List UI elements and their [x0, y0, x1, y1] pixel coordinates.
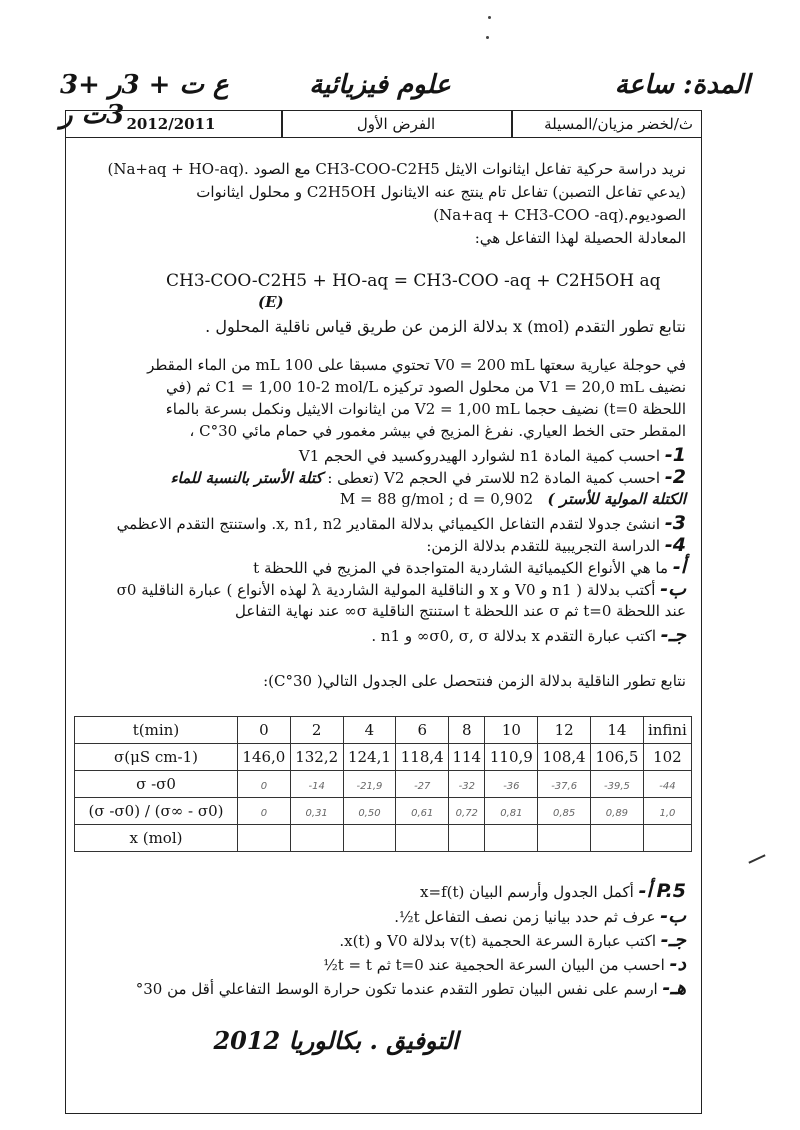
- row-label-ratio: (σ -σ0) / (σ∞ - σ0): [75, 798, 238, 825]
- school-name: ث/لخضر مزيان/المسيلة: [544, 115, 693, 133]
- table-cell: 6: [396, 717, 449, 744]
- table-cell: [396, 825, 449, 852]
- table-cell: 0,85: [538, 798, 591, 825]
- handwritten-footer: التوفيق . بكالوريا 2012: [213, 1026, 459, 1055]
- table-cell: 0,81: [485, 798, 538, 825]
- table-cell: -32: [449, 771, 485, 798]
- table-row-difference: [75, 771, 692, 798]
- table-cell: [449, 825, 485, 852]
- table-cell: -39,5: [591, 771, 644, 798]
- handwritten-levels: 3ع ت + 3ر + 3ت ر: [60, 70, 229, 130]
- question-2: 2- احسب كمية المادة n2 للاستر في الحجم V2 (تعطى : كتلة الأستر بالنسبة للماء: [170, 466, 686, 488]
- table-cell: [591, 825, 644, 852]
- table-cell: 0,61: [396, 798, 449, 825]
- table-cell: [643, 825, 691, 852]
- table-cell: 0,50: [343, 798, 396, 825]
- table-cell: 12: [538, 717, 591, 744]
- table-cell: 4: [343, 717, 396, 744]
- row-label-time: t(min): [75, 717, 238, 744]
- intro-line-1: نريد دراسة حركية تفاعل ايثانوات الايثل CH3-COO-C2H5 مع الصود (Na+aq + HO-aq).: [107, 160, 686, 178]
- table-cell: 108,4: [538, 744, 591, 771]
- question-4b-line-1: ب- أكتب بدلالة ( n1 و V0 و x و الناقلية المولية الشاردية λ لهذه الأنواع ) عبارة الناقلية σ0: [116, 578, 686, 600]
- table-cell: 146,0: [238, 744, 291, 771]
- table-cell: 118,4: [396, 744, 449, 771]
- table-cell: 0,89: [591, 798, 644, 825]
- table-cell: 0,31: [290, 798, 343, 825]
- question-1: 1- احسب كمية المادة n1 لشوارد الهيدروكسيد في الحجم V1: [298, 444, 686, 466]
- table-cell: 0: [238, 771, 291, 798]
- handwritten-subject: علوم فيزيائية: [309, 70, 451, 100]
- follow-statement: نتابع تطور التقدم x (mol) بدلالة الزمن عن طريق قياس ناقلية المحلول .: [205, 317, 686, 336]
- scan-dot: [488, 16, 491, 19]
- table-cell: 124,1: [343, 744, 396, 771]
- table-row-advancement: [75, 825, 692, 852]
- question-4: 4- الدراسة التجريبية للتقدم بدلالة الزمن:: [426, 534, 686, 556]
- table-cell: 10: [485, 717, 538, 744]
- table-cell: [290, 825, 343, 852]
- table-cell: [343, 825, 396, 852]
- table-cell: 1,0: [643, 798, 691, 825]
- table-cell: -36: [485, 771, 538, 798]
- intro-line-3: الصوديوم.(Na+aq + CH3-COO -aq): [433, 206, 686, 224]
- table-row-time: [75, 717, 692, 744]
- intro-line-4: المعادلة الحصيلة لهذا التفاعل هي:: [474, 229, 686, 247]
- question-5c: جـ- اكتب عبارة السرعة الحجمية v(t) بدلالة V0 و x(t).: [339, 929, 686, 951]
- equation-mark: (E): [258, 293, 284, 311]
- table-cell: 0,72: [449, 798, 485, 825]
- exam-title: الفرض الأول: [356, 115, 436, 133]
- table-cell: 114: [449, 744, 485, 771]
- procedure-line-2: نضيف V1 = 20,0 mL من محلول الصود تركيزه C1 = 1,00 10-2 mol/L ثم (في: [166, 378, 686, 396]
- table-cell: 0: [238, 717, 291, 744]
- handwritten-duration: المدة: ساعة: [614, 70, 750, 100]
- question-3: 3- انشئ جدولا لتقدم التفاعل الكيميائي بدلالة المقادير x, n1, n2. واستنتج التقدم الاعظمي: [116, 512, 686, 534]
- table-cell: 14: [591, 717, 644, 744]
- table-intro: نتابع تطور الناقلية بدلالة الزمن فنتحصل على الجدول التالي( 30°C):: [263, 672, 686, 690]
- table-cell: 110,9: [485, 744, 538, 771]
- question-4c: جـ- اكتب عبارة التقدم x بدلالة σ0, σ, σ∞ و n1 .: [371, 624, 686, 646]
- table-cell: [485, 825, 538, 852]
- table-cell: -14: [290, 771, 343, 798]
- scan-dot: [486, 36, 489, 39]
- table-cell: -37,6: [538, 771, 591, 798]
- question-5b: ب- عرف ثم حدد بيانيا زمن نصف التفاعل t½.: [394, 905, 686, 927]
- question-4b-line-2: عند اللحظة t=0 ثم σ عند اللحظة t استنتج الناقلية σ∞ عند نهاية التفاعل: [235, 602, 686, 620]
- table-cell: -27: [396, 771, 449, 798]
- scan-mark: [748, 854, 765, 863]
- table-row-ratio: [75, 798, 692, 825]
- procedure-line-3: اللحظة t=0) نضيف حجما V2 = 1,00 mL من ايثانوات الايثيل ونكمل بسرعة بالماء: [165, 400, 686, 418]
- question-5e: هـ- ارسم على نفس البيان تطور التقدم عندما تكون حرارة الوسط التفاعلي أقل من 30°: [135, 977, 686, 999]
- procedure-line-4: المقطر حتى الخط العياري. نفرغ المزيج في بيشر مغمور في حمام مائي 30°C ،: [189, 422, 686, 440]
- table-cell: 8: [449, 717, 485, 744]
- exam-frame: [65, 110, 702, 1114]
- row-label-difference: σ -σ0: [75, 771, 238, 798]
- question-5d: د- احسب من البيان السرعة الحجمية عند t=0 ثم t = t½: [323, 953, 686, 975]
- table-cell: infini: [643, 717, 691, 744]
- row-label-advancement: x (mol): [75, 825, 238, 852]
- table-cell: 106,5: [591, 744, 644, 771]
- table-row-conductivity: [75, 744, 692, 771]
- table-cell: -21,9: [343, 771, 396, 798]
- question-4a: أ- ما هي الأنواع الكيميائية الشاردية المتواجدة في المزيج في اللحظة t: [253, 556, 686, 578]
- table-cell: [238, 825, 291, 852]
- row-label-conductivity: σ(μS cm-1): [75, 744, 238, 771]
- reaction-equation: CH3-COO-C2H5 + HO-aq = CH3-COO -aq + C2H5OH aq: [166, 271, 661, 291]
- conductivity-table: [74, 716, 692, 852]
- procedure-line-1: في حوجلة عيارية سعتها V0 = 200 mL تحتوي مسبقا على 100 mL من الماء المقطر: [147, 356, 686, 374]
- school-year: 2012/2011: [126, 115, 216, 133]
- table-cell: 102: [643, 744, 691, 771]
- table-cell: 2: [290, 717, 343, 744]
- table-cell: 132,2: [290, 744, 343, 771]
- table-cell: 0: [238, 798, 291, 825]
- question-2-data: الكتلة المولية للأستر ) M = 88 g/mol ; d = 0,902: [339, 490, 686, 508]
- header-row: [66, 111, 701, 138]
- table-cell: -44: [643, 771, 691, 798]
- intro-line-2: (يدعي تفاعل التصبن) تفاعل تام ينتج عنه الايثانول C2H5OH و محلول ايثانوات: [196, 183, 686, 201]
- question-5a: P.5 أ- أكمل الجدول وأرسم البيان x=f(t): [420, 880, 686, 902]
- table-cell: [538, 825, 591, 852]
